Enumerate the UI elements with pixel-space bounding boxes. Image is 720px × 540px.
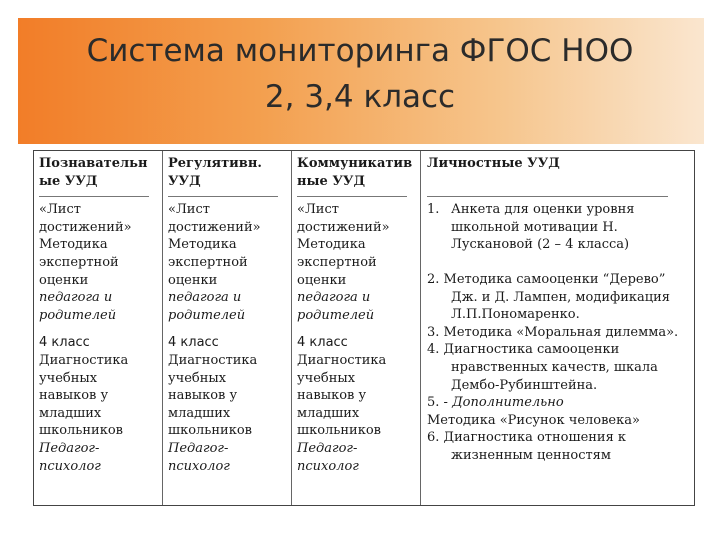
cell-text: младших bbox=[297, 405, 360, 421]
regulatory-column bbox=[168, 155, 288, 475]
item-text: Методика «Рисунок человека» bbox=[427, 412, 640, 428]
cell-text: навыков у bbox=[297, 388, 367, 404]
item-text: школьной мотивации Н. bbox=[451, 219, 618, 235]
cell-text: достижений» bbox=[297, 219, 390, 235]
cell-text: школьников bbox=[39, 423, 123, 439]
communicative-column bbox=[297, 155, 417, 475]
cell-text: оценки bbox=[297, 272, 347, 288]
item-text: Анкета для оценки уровня bbox=[451, 202, 635, 218]
item-text-italic: Дополнительно bbox=[452, 395, 564, 411]
cell-text: оценки bbox=[168, 272, 218, 288]
cell-text: достижений» bbox=[168, 219, 261, 235]
column-header: Регулятивн. bbox=[168, 156, 262, 171]
personal-column bbox=[427, 155, 689, 465]
item-number: 1. bbox=[427, 202, 440, 218]
column-header: Личностные УУД bbox=[427, 156, 560, 171]
item-text: Лускановой (2 – 4 класса) bbox=[451, 237, 630, 253]
cell-text: «Лист bbox=[297, 202, 339, 218]
grade-label: 4 класс bbox=[39, 335, 90, 351]
column-header: Познавательн bbox=[39, 156, 148, 171]
cell-text: экспертной bbox=[297, 254, 377, 270]
cell-text: Методика bbox=[39, 237, 108, 253]
title-line-2: 2, 3,4 класс bbox=[264, 79, 456, 115]
column-header: УУД bbox=[168, 173, 201, 189]
item-text: нравственных качеств, шкала bbox=[451, 359, 658, 375]
cell-text: экспертной bbox=[39, 254, 119, 270]
cell-text: Диагностика bbox=[39, 352, 129, 368]
page-title bbox=[0, 28, 720, 120]
grade-label: 4 класс bbox=[168, 335, 219, 351]
item-text: Дж. и Д. Лампен, модификация bbox=[451, 289, 670, 305]
header-underline bbox=[427, 196, 668, 197]
column-header: Коммуникатив bbox=[297, 156, 413, 171]
cell-text: младших bbox=[39, 405, 102, 421]
cognitive-column bbox=[39, 155, 159, 475]
cell-text: Диагностика bbox=[168, 352, 258, 368]
cell-footer: Педагог-психолог bbox=[168, 440, 230, 474]
list-item: 3. Методика «Моральная дилемма». bbox=[427, 324, 679, 340]
cell-text: достижений» bbox=[39, 219, 132, 235]
title-line-1: Система мониторинга ФГОС НОО bbox=[86, 33, 634, 69]
cell-text: оценки bbox=[39, 272, 89, 288]
cell-text: младших bbox=[168, 405, 231, 421]
header-underline bbox=[168, 196, 278, 197]
column-divider bbox=[291, 151, 292, 505]
list-item: 2. Методика самооценки “Дерево” bbox=[427, 271, 666, 287]
item-number: 5. - bbox=[427, 395, 448, 411]
header-underline bbox=[39, 196, 149, 197]
cell-text: Методика bbox=[297, 237, 366, 253]
item-text: Л.П.Пономаренко. bbox=[451, 307, 580, 323]
column-header: ые УУД bbox=[39, 173, 98, 189]
column-header: ные УУД bbox=[297, 173, 366, 189]
cell-text: Диагностика bbox=[297, 352, 387, 368]
list-item bbox=[427, 201, 689, 254]
cell-text: школьников bbox=[297, 423, 381, 439]
cell-text-italic: педагога и bbox=[39, 290, 113, 306]
cell-text: учебных bbox=[168, 370, 227, 386]
cell-text: учебных bbox=[297, 370, 356, 386]
cell-text: экспертной bbox=[168, 254, 248, 270]
cell-text-italic: педагога и bbox=[297, 290, 371, 306]
cell-text-italic: родителей bbox=[297, 307, 375, 323]
cell-footer: Педагог-психолог bbox=[297, 440, 359, 474]
item-text: Дембо-Рубинштейна. bbox=[451, 377, 598, 393]
column-divider bbox=[162, 151, 163, 505]
cell-text: «Лист bbox=[39, 202, 81, 218]
list-item: 4. Диагностика самооценки bbox=[427, 342, 620, 358]
cell-text-italic: педагога и bbox=[168, 290, 242, 306]
cell-text: Методика bbox=[168, 237, 237, 253]
monitoring-table bbox=[33, 150, 695, 506]
cell-text: навыков у bbox=[39, 388, 109, 404]
list-item: 6. Диагностика отношения к bbox=[427, 430, 627, 446]
grade-label: 4 класс bbox=[297, 335, 348, 351]
header-underline bbox=[297, 196, 407, 197]
cell-text-italic: родителей bbox=[39, 307, 117, 323]
column-divider bbox=[420, 151, 421, 505]
cell-text: навыков у bbox=[168, 388, 238, 404]
cell-text-italic: родителей bbox=[168, 307, 246, 323]
cell-text: «Лист bbox=[168, 202, 210, 218]
list-item bbox=[427, 394, 689, 412]
cell-text: школьников bbox=[168, 423, 252, 439]
cell-text: учебных bbox=[39, 370, 98, 386]
cell-footer: Педагог-психолог bbox=[39, 440, 101, 474]
item-text: жизненным ценностям bbox=[451, 447, 611, 463]
